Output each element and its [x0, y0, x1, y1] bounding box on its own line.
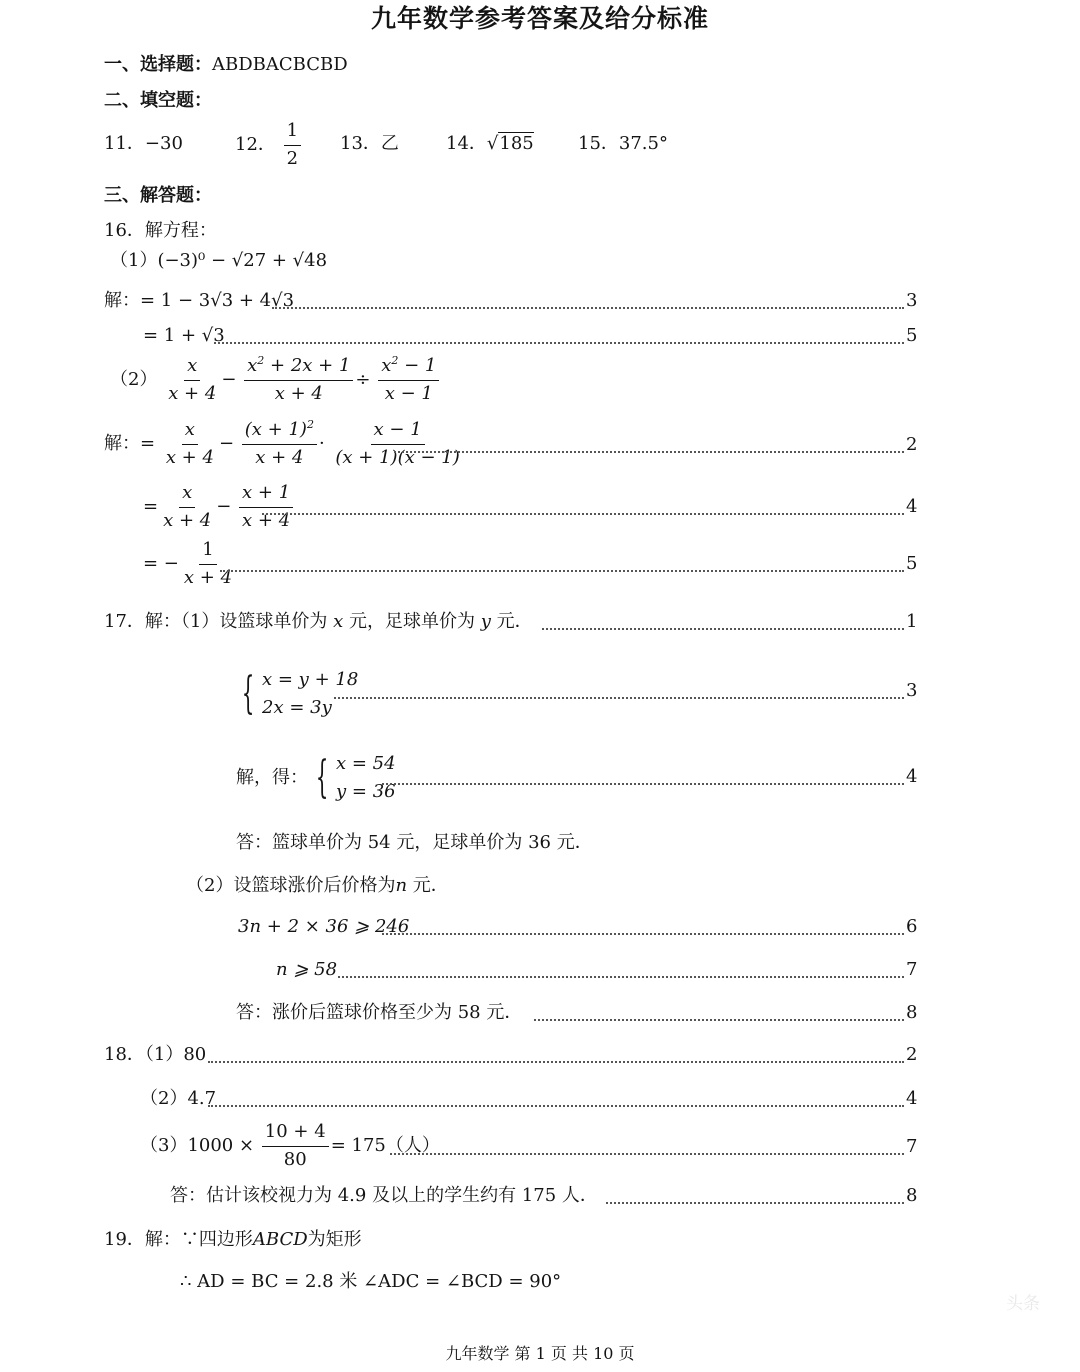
q16-step4: = $\frac{x}{x + 4}$ − $\frac{x + 1}{x + 4}$	[143, 483, 295, 531]
q17-var-y: y	[480, 611, 491, 632]
q16-p2-label: （2）	[110, 369, 158, 391]
page-title: 九年数学参考答案及给分标准	[370, 4, 709, 33]
q16-step3-frac3: $\frac{x - 1}{(x + 1)(x - 1)}$	[335, 419, 460, 468]
q17-solution-brace: {	[315, 751, 329, 803]
q12-number: 12．	[235, 134, 276, 156]
q18-part2: （2）4.7	[140, 1088, 217, 1109]
q17-answer2-leader	[534, 1019, 904, 1021]
q18-part1: 18．（1）80	[104, 1044, 207, 1065]
choice-answers: ABDBACBCBD	[212, 54, 348, 75]
q16-part2: （2） $\frac{x}{x + 4}$ − $\frac{x^2 + 2x + 1}{x + 4}$ ÷ $\frac{x^2 - 1}{x - 1}$	[110, 356, 441, 404]
q16-part1	[110, 252, 327, 270]
q17-system-leader	[334, 697, 904, 699]
q17-heading-points: 1	[906, 611, 918, 632]
q19-line2: ∴ AD = BC = 2.8 米 ∠ADC = ∠BCD = 90°	[180, 1271, 562, 1292]
q19-rect-name: ABCD	[252, 1229, 308, 1250]
q13-number: 13．	[340, 133, 381, 154]
q17-inequality-result-leader	[338, 976, 904, 978]
fill-q13	[340, 135, 399, 153]
q16-p1-expression: (−3)⁰ − √27 + √48	[157, 250, 328, 271]
q18-p3-fraction: $\frac{10 + 4}{80}$	[262, 1122, 329, 1170]
q16-step2: = 1 + √3	[143, 325, 225, 346]
q17-solution-values	[336, 750, 396, 806]
q17-inequality-leader	[382, 933, 904, 935]
q19-line1-text: 19．解：∵四边形	[104, 1229, 253, 1250]
q17-head-text: 17．解：（1）设篮球单价为	[104, 611, 328, 632]
section-choice	[104, 56, 348, 74]
q16-step3-points: 2	[906, 434, 918, 455]
q17-system-equations	[262, 666, 358, 722]
q16-p2-frac2: $\frac{x^2 + 2x + 1}{x + 4}$	[244, 356, 353, 404]
q17-solved-label: 解，得：	[236, 766, 308, 788]
q17-system-points: 3	[906, 680, 918, 701]
q11-number: 11．	[104, 133, 145, 154]
q17-sol2: y = 36	[336, 780, 396, 802]
q17-system-brace: {	[241, 667, 255, 719]
q17-var-n: n	[395, 875, 408, 896]
q17-solution-points: 4	[906, 766, 918, 787]
q16-p2-frac3: $\frac{x^2 - 1}{x - 1}$	[378, 356, 439, 404]
q15-number: 15．	[578, 133, 619, 154]
q16-step4-frac1: $\frac{x}{x + 4}$	[163, 482, 212, 531]
q17-head-end: 元．	[496, 611, 533, 632]
q16-step1	[104, 292, 294, 310]
q19-line1-end: 为矩形	[307, 1229, 362, 1250]
q18-answer-leader	[606, 1202, 904, 1204]
q12-numerator: 1	[284, 121, 301, 146]
q17-solution	[236, 750, 396, 806]
q16-step5-leader	[220, 570, 904, 572]
q16-step3-leader	[394, 451, 904, 453]
q16-p1-label: （1）	[110, 250, 158, 271]
q12-denominator: 2	[286, 147, 299, 169]
q16-step3-frac2: $\frac{(x + 1)^2}{x + 4}$	[242, 420, 317, 468]
q17-eq1: x = y + 18	[262, 669, 359, 690]
q16-step3-frac1: $\frac{x}{x + 4}$	[165, 419, 214, 468]
q15-answer: 37.5°	[618, 133, 668, 154]
fill-q15	[578, 135, 668, 153]
q18-part1-points: 2	[906, 1044, 918, 1065]
q16-p2-frac1: $\frac{x}{x + 4}$	[168, 355, 217, 404]
q17-sol1: x = 54	[336, 753, 396, 774]
q17-p2-text: （2）设篮球涨价后价格为	[186, 875, 396, 896]
q17-head-mid: 元，足球单价为	[348, 611, 475, 632]
q13-answer: 乙	[380, 133, 399, 154]
q17-eq2: 2x = 3y	[262, 696, 332, 718]
q16-heading: 16．解方程：	[104, 220, 217, 241]
q14-number: 14．	[446, 133, 487, 154]
q11-answer: −30	[144, 133, 183, 154]
q17-answer2: 答：涨价后篮球价格至少为 58 元．	[236, 1002, 523, 1023]
q17-heading	[104, 613, 533, 631]
q16-solution-label: 解：	[104, 290, 140, 311]
q17-var-x: x	[333, 611, 344, 632]
q18-part2-leader	[208, 1105, 904, 1107]
q16-step4-points: 4	[906, 496, 918, 517]
q17-answer2-points: 8	[906, 1002, 918, 1023]
q18-part2-points: 4	[906, 1088, 918, 1109]
q18-part1-leader	[208, 1061, 904, 1063]
section-solve-label: 三、解答题：	[104, 185, 212, 206]
q16-step2-points: 5	[906, 325, 918, 346]
q17-answer1: 答：篮球单价为 54 元，足球单价为 36 元．	[236, 832, 593, 853]
q17-inequality-result: n ⩾ 58	[276, 959, 338, 980]
q18-part3-points: 7	[906, 1136, 918, 1157]
q14-radicand: 185	[499, 133, 534, 154]
q16-step1-leader	[272, 307, 904, 309]
q12-fraction	[284, 121, 301, 169]
q17-p2-unit: 元．	[412, 875, 449, 896]
q16-step3: 解：= $\frac{x}{x + 4}$ − $\frac{(x + 1)^2}{x + 4}$ · $\frac{x - 1}{(x + 1)(x - 1)}$	[104, 420, 465, 468]
q17-inequality-result-points: 7	[906, 959, 918, 980]
q18-part3: （3）1000 × $\frac{10 + 4}{80}$ = 175（人）	[140, 1121, 440, 1170]
q18-p3-label: （3）	[140, 1135, 188, 1157]
q18-part3-leader	[390, 1153, 904, 1155]
q16-step1-points: 3	[906, 290, 918, 311]
fill-q14: 14．√185	[446, 133, 534, 154]
q17-heading-leader	[542, 628, 904, 630]
q16-step5: = − $\frac{1}{x + 4}$	[143, 540, 237, 588]
q17-system	[234, 666, 358, 722]
q16-step1-expression: = 1 − 3√3 + 4√3	[140, 290, 295, 311]
q16-step3-label: 解：	[104, 433, 140, 455]
q16-step4-frac2: $\frac{x + 1}{x + 4}$	[239, 483, 293, 531]
section-choice-label: 一、选择题：	[104, 54, 212, 75]
q16-step5-frac: $\frac{1}{x + 4}$	[183, 539, 233, 588]
fill-q12	[235, 121, 303, 169]
q17-solution-leader	[382, 783, 904, 785]
q17-inequality-points: 6	[906, 916, 918, 937]
q16-step2-leader	[214, 342, 904, 344]
q17-inequality: 3n + 2 × 36 ⩾ 246	[238, 916, 410, 937]
q17-part2	[186, 877, 449, 895]
q18-answer: 答：估计该校视力为 4.9 及以上的学生约有 175 人．	[170, 1185, 598, 1206]
q16-step4-leader	[262, 513, 904, 515]
q19-line1	[104, 1231, 362, 1249]
watermark-logo: 头条	[1006, 1294, 1040, 1314]
fill-q11	[104, 135, 183, 153]
section-fill-label: 二、填空题：	[104, 90, 212, 111]
q18-answer-points: 8	[906, 1185, 918, 1206]
page-footer: 九年数学 第 1 页 共 10 页	[445, 1344, 635, 1363]
q16-step5-points: 5	[906, 553, 918, 574]
